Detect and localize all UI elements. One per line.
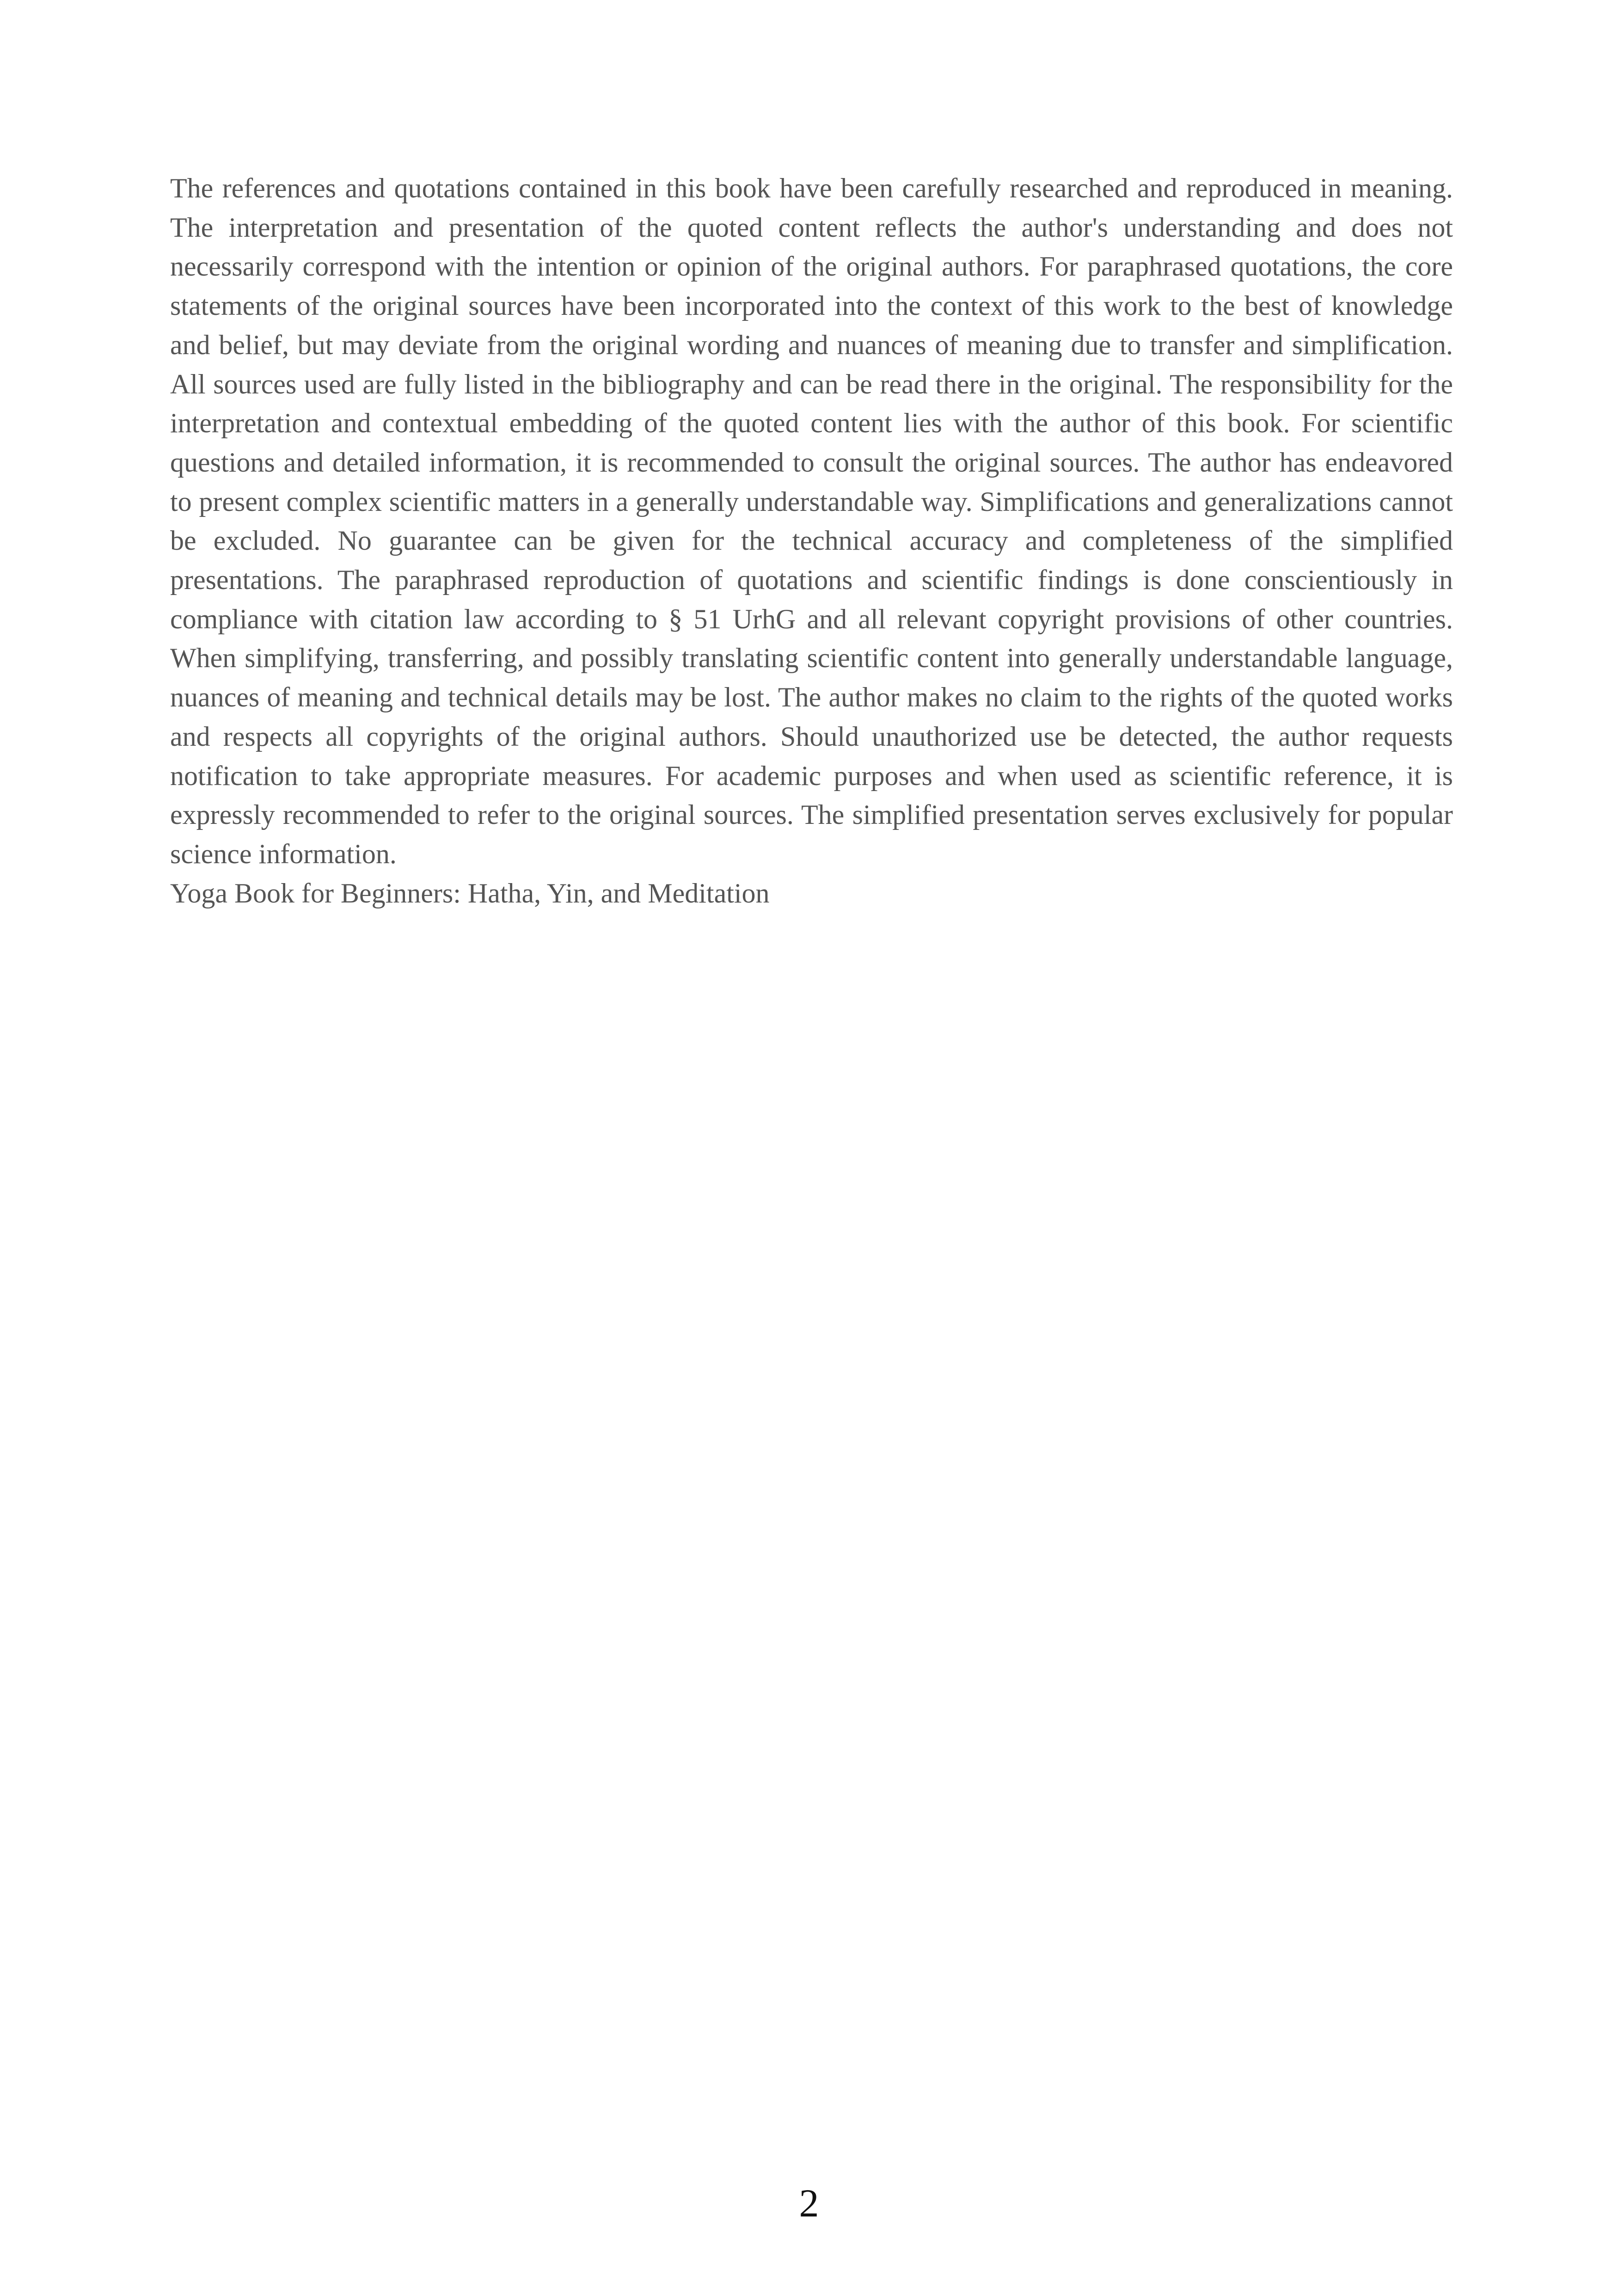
book-title: Yoga Book for Beginners: Hatha, Yin, and Meditation [170, 878, 770, 909]
disclaimer-paragraph: The references and quotations contained in this book have been carefully researched and reproduced in meaning. The interpretation and presentation of the quoted content reflects the author's understanding and does not necessarily correspond with the intention or opinion of the original authors. For paraphrased quotations, the core statements of the original sources have been incorporated into the context of this work to the best of knowledge and belief, but may deviate from the original wording and nuances of meaning due to transfer and simplification. All sources used are fully listed in the bibliography and can be read there in the original. The responsibility for the interpretation and contextual embedding of the quoted content lies with the author of this book. For scientific questions and detailed information, it is recommended to consult the original sources. The author has endeavored to present complex scientific matters in a generally understandable way. Simplifications and generalizations cannot be excluded. No guarantee can be given for the technical accuracy and completeness of the simplified presentations. The paraphrased reproduction of quotations and scientific findings is done conscientiously in compliance with citation law according to § 51 UrhG and all relevant copyright provisions of other countries. When simplifying, transferring, and possibly translating scientific content into generally understandable language, nuances of meaning and technical details may be lost. The author makes no claim to the rights of the quoted works and respects all copyrights of the original authors. Should unauthorized use be detected, the author requests notification to take appropriate measures. For academic purposes and when used as scientific reference, it is expressly recommended to refer to the original sources. The simplified presentation serves exclusively for popular science information. [170, 173, 1453, 869]
text-block [170, 169, 1453, 913]
page-number: 2 [799, 2181, 819, 2225]
